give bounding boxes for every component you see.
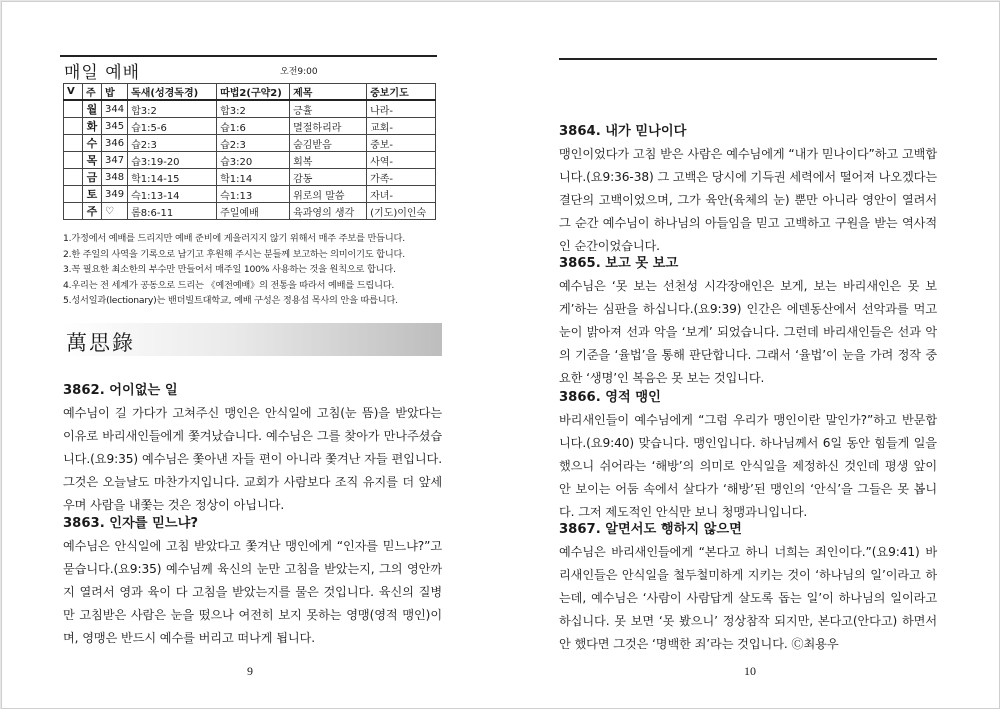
table-row xyxy=(64,135,436,152)
header-title: 제목 xyxy=(290,84,367,101)
row-check xyxy=(64,186,83,203)
note-item: 5.성서일과(lectionary)는 밴더빌트대학교, 예배 구성은 정용섭 목사의 안을 따릅니다. xyxy=(63,295,398,306)
row-hymn: 349 xyxy=(102,186,128,203)
article-title: 3867. 알면서도 행하지 않으면 xyxy=(559,522,742,537)
row-hymn: 345 xyxy=(102,118,128,135)
row-prayer: 나라- xyxy=(367,100,436,118)
row-prayer: 교회- xyxy=(367,118,436,135)
header-reading2: 따법2(구약2) xyxy=(217,84,290,101)
header-reading1: 독새(성경독경) xyxy=(128,84,217,101)
row-check xyxy=(64,135,83,152)
row-reading2: 습1:6 xyxy=(217,118,290,135)
row-title: 위로의 말씀 xyxy=(290,186,367,203)
article-body: 예수님은 ‘못 보는 선천성 시각장애인은 보게, 보는 바리새인은 못 보게’하는 심판을 하십니다.(요9:39) 인간은 에덴동산에서 선악과를 먹고 눈이 밝아져 선과 악을 ‘보게’ 되었습니다. 그런데 바리새인들은 선과 악의 기준을 ‘율법’을 통해 판단합니다. 그래서 ‘율법’이 눈을 가려 정작 중요한 ‘생명’인 복음은 못 보는 것입니다. xyxy=(559,279,937,385)
row-day: 월 xyxy=(83,100,102,118)
row-day: 금 xyxy=(83,169,102,186)
book-spread xyxy=(1,1,1000,709)
row-day: 수 xyxy=(83,135,102,152)
row-hymn: 346 xyxy=(102,135,128,152)
row-hymn: 347 xyxy=(102,152,128,169)
row-reading2: 주일예배 xyxy=(217,203,290,220)
row-title: 멸절하리라 xyxy=(290,118,367,135)
header-prayer: 중보기도 xyxy=(367,84,436,101)
notes-list xyxy=(63,231,443,309)
header-check: V xyxy=(64,84,83,101)
row-reading1: 습2:3 xyxy=(128,135,217,152)
top-rule xyxy=(60,55,437,57)
worship-title: 매일 예배 xyxy=(64,63,141,83)
row-day: 토 xyxy=(83,186,102,203)
article-3863 xyxy=(63,512,442,650)
row-check xyxy=(64,203,83,220)
page-number: 10 xyxy=(744,664,756,678)
row-reading1: 습3:19-20 xyxy=(128,152,217,169)
row-reading1: 학1:14-15 xyxy=(128,169,217,186)
row-title: 감동 xyxy=(290,169,367,186)
section-banner xyxy=(60,323,442,356)
row-check xyxy=(64,118,83,135)
table-row xyxy=(64,169,436,186)
row-check xyxy=(64,100,83,118)
row-hymn: 344 xyxy=(102,100,128,118)
article-body: 예수님이 길 가다가 고쳐주신 맹인은 안식일에 고침(눈 뜸)을 받았다는 이유로 바리새인들에게 쫓겨났습니다. 예수님은 그를 찾아가 만나주셨습니다.(요9:35) 예수님은 쫓아낸 자들 편이 아니라 쫓겨난 자들 편입니다. 그것은 오늘날도 마찬가지입니다. 교회가 사람보다 조직 유지를 더 앞세우며 사람을 내쫓는 것은 정상이 아닙니다. xyxy=(63,406,442,512)
article-3864 xyxy=(559,120,937,258)
heart-icon: ♡ xyxy=(102,203,128,220)
article-title: 3866. 영적 맹인 xyxy=(559,390,661,405)
row-reading1: 습1:5-6 xyxy=(128,118,217,135)
article-3865 xyxy=(559,252,937,390)
table-row xyxy=(64,186,436,203)
note-item: 2.한 주일의 사역을 기록으로 남기고 후원해 주시는 분들께 보고하는 의미이기도 합니다. xyxy=(63,248,405,260)
article-body: 바리새인들이 예수님에게 “그럼 우리가 맹인이란 말인가?”하고 반문합니다.(요9:40) 맞습니다. 맹인입니다. 하나님께서 6일 동안 힘들게 일을 했으니 쉬어라는 ‘해방’의 의미로 안식일을 제정하신 것인데 평생 앞이 안 보이는 어둠 속에서 살다가 ‘해방’된 맹인의 ‘안식’을 그들은 못 봅니다. 그저 제도적인 안식만 보니 청맹과니입니다. xyxy=(559,413,937,519)
row-day: 화 xyxy=(83,118,102,135)
row-reading2: 학1:14 xyxy=(217,169,290,186)
row-prayer: (기도)이인숙 xyxy=(367,203,436,220)
right-page xyxy=(500,2,998,708)
article-3862 xyxy=(63,379,442,517)
row-reading2: 합3:2 xyxy=(217,100,290,118)
article-body: 예수님은 안식일에 고침 받았다고 쫓겨난 맹인에게 “인자를 믿느냐?”고 묻습니다.(요9:35) 예수님께 육신의 눈만 고침을 받았는지, 그의 영안까지 열려서 영과 육이 다 고침을 받았는지를 물은 것입니다. 육신의 질병만 고침받은 사람은 눈을 떴으나 여전히 보지 못하는 영맹(영적 맹인)이며, 영맹은 반드시 예수를 버리고 떠나게 됩니다. xyxy=(63,539,442,645)
article-body: 예수님은 바리새인들에게 “본다고 하니 너희는 죄인이다.”(요9:41) 바리새인들은 안식일을 철두철미하게 지키는 것이 ‘하나님의 일’이라고 하는데, 예수님은 ‘사람이 사람답게 살도록 돕는 일’이 하나님의 일이라고 하십니다. 못 보면 ‘못 봤으니’ 정상참작 되지만, 본다고(안다고) 하면서 안 했다면 그것은 ‘명백한 죄’라는 것입니다. Ⓒ최용우 xyxy=(559,545,937,651)
note-item: 1.가정에서 예배를 드리지만 예배 준비에 게을러지지 않기 위해서 매주 주보를 만듭니다. xyxy=(63,233,405,244)
worship-schedule-table xyxy=(63,83,436,220)
row-prayer: 가족- xyxy=(367,169,436,186)
article-title: 3865. 보고 못 보고 xyxy=(559,256,679,271)
table-row xyxy=(64,100,436,118)
top-rule xyxy=(559,58,937,60)
article-3866 xyxy=(559,386,937,524)
row-title: 육과영의 생각 xyxy=(290,203,367,220)
section-banner-title: 萬思錄 xyxy=(66,331,135,355)
note-item: 4.우리는 전 세계가 공동으로 드리는 《예전예배》의 전통을 따라서 예배를 드립니다. xyxy=(63,279,395,291)
row-reading1: 합3:2 xyxy=(128,100,217,118)
row-hymn: 348 xyxy=(102,169,128,186)
row-reading2: 슥1:13 xyxy=(217,186,290,203)
row-title: 회복 xyxy=(290,152,367,169)
left-page xyxy=(2,2,500,708)
table-header-row xyxy=(64,84,436,101)
row-check xyxy=(64,152,83,169)
article-title: 3863. 인자를 믿느냐? xyxy=(63,516,198,531)
table-row xyxy=(64,118,436,135)
row-prayer: 사역- xyxy=(367,152,436,169)
row-reading1: 롬8:6-11 xyxy=(128,203,217,220)
row-title: 긍휼 xyxy=(290,100,367,118)
note-item: 3.꼭 필요한 최소한의 부수만 만들어서 매주일 100% 사용하는 것을 원칙으로 합니다. xyxy=(63,264,396,275)
row-prayer: 중보- xyxy=(367,135,436,152)
row-prayer: 자녀- xyxy=(367,186,436,203)
row-reading2: 습2:3 xyxy=(217,135,290,152)
row-reading1: 슥1:13-14 xyxy=(128,186,217,203)
article-3867 xyxy=(559,518,937,656)
row-day: 주 xyxy=(83,203,102,220)
row-title: 숨김받음 xyxy=(290,135,367,152)
row-reading2: 습3:20 xyxy=(217,152,290,169)
header-day: 주 xyxy=(83,84,102,101)
page-number: 9 xyxy=(247,664,253,678)
worship-time: 오전9:00 xyxy=(280,67,318,77)
article-body: 맹인이었다가 고침 받은 사람은 예수님에게 “내가 믿나이다”하고 고백합니다.(요9:36-38) 그 고백은 당시에 기득권 세력에서 떨어져 나오겠다는 결단의 고백이었으며, 그가 육안(육체의 눈) 뿐만 아니라 영안이 열려서 그 순간 예수님이 하나님의 아들임을 믿고 고백하고 구원을 받는 역사적인 순간이었습니다. xyxy=(559,147,937,253)
row-day: 목 xyxy=(83,152,102,169)
row-check xyxy=(64,169,83,186)
table-row xyxy=(64,152,436,169)
article-title: 3862. 어이없는 일 xyxy=(63,383,178,398)
article-title: 3864. 내가 믿나이다 xyxy=(559,124,687,139)
header-hymn: 밥 xyxy=(102,84,128,101)
table-row xyxy=(64,203,436,220)
